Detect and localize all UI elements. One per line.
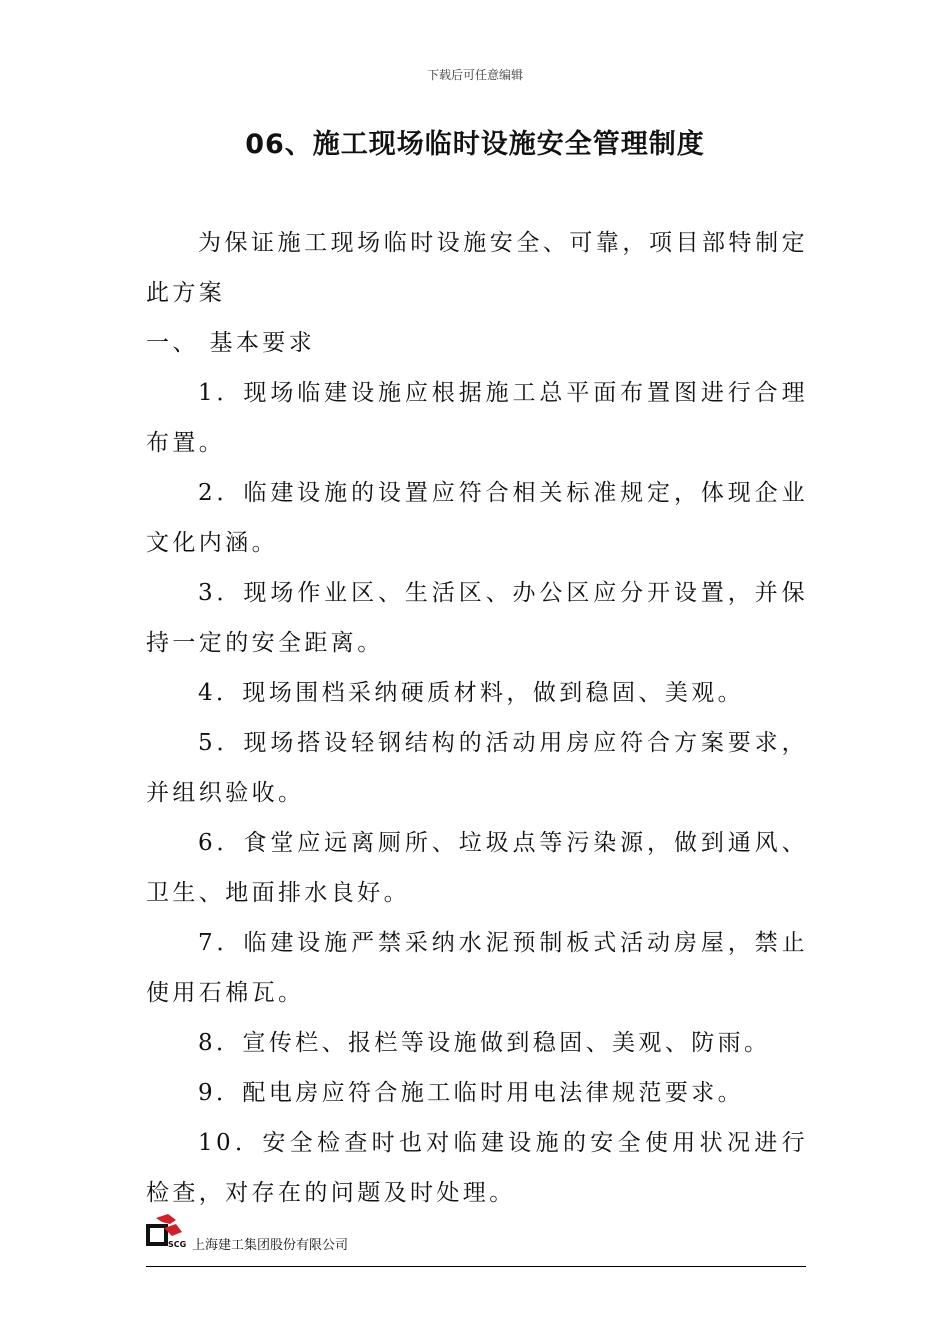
list-item: 6．食堂应远离厕所、垃圾点等污染源，做到通风、卫生、地面排水良好。 — [146, 830, 808, 906]
page-footer — [146, 1214, 808, 1268]
company-name: 上海建工集团股份有限公司 — [192, 1238, 349, 1253]
logo-text: SCG — [168, 1240, 186, 1248]
footer-divider — [146, 1266, 806, 1267]
list-item: 5．现场搭设轻钢结构的活动用房应符合方案要求，并组织验收。 — [146, 730, 808, 806]
document-body — [146, 218, 808, 1218]
list-item: 4．现场围档采纳硬质材料，做到稳固、美观。 — [198, 680, 745, 706]
list-item: 2．临建设施的设置应符合相关标准规定，体现企业文化内涵。 — [146, 480, 808, 556]
intro-paragraph: 为保证施工现场临时设施安全、可靠，项目部特制定此方案 — [146, 230, 808, 306]
page-title: 06、施工现场临时设施安全管理制度 — [245, 129, 705, 160]
company-logo-icon — [146, 1214, 186, 1248]
list-item: 8．宣传栏、报栏等设施做到稳固、美观、防雨。 — [198, 1030, 771, 1056]
list-item: 10．安全检查时也对临建设施的安全使用状况进行检查，对存在的问题及时处理。 — [146, 1130, 808, 1206]
section-heading: 一、 基本要求 — [146, 330, 316, 356]
list-item: 7．临建设施严禁采纳水泥预制板式活动房屋，禁止使用石棉瓦。 — [146, 930, 808, 1006]
header-note: 下载后可任意编辑 — [426, 68, 523, 82]
list-item: 9．配电房应符合施工临时用电法律规范要求。 — [198, 1080, 745, 1106]
list-item: 1．现场临建设施应根据施工总平面布置图进行合理布置。 — [146, 380, 808, 456]
list-item: 3．现场作业区、生活区、办公区应分开设置，并保持一定的安全距离。 — [146, 580, 808, 656]
